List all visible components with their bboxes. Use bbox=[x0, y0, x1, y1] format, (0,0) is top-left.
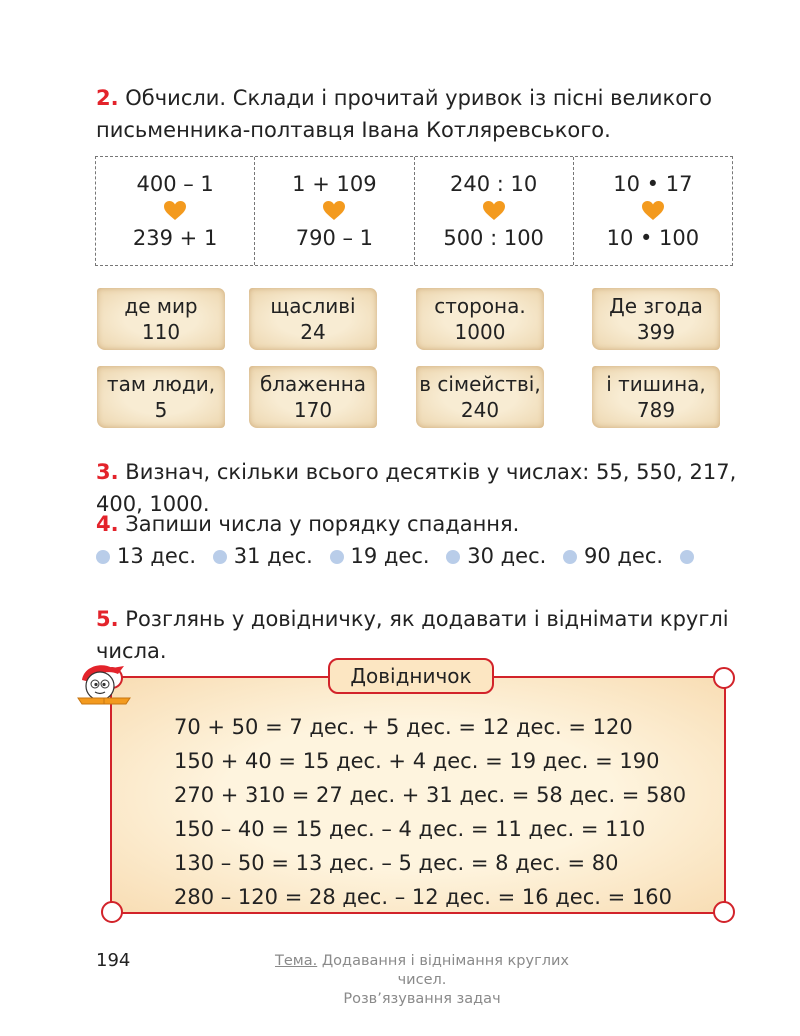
card-value: 5 bbox=[154, 398, 168, 422]
list-item: 30 дес. bbox=[467, 544, 547, 568]
heart-icon bbox=[164, 201, 186, 221]
compare-cell bbox=[96, 157, 255, 265]
task-number: 3. bbox=[96, 460, 119, 484]
task-4 bbox=[96, 508, 701, 572]
card-value: 1000 bbox=[454, 320, 506, 344]
compare-cell bbox=[415, 157, 574, 265]
card-value: 110 bbox=[141, 320, 181, 344]
mascot-icon bbox=[72, 660, 138, 706]
task-number: 2. bbox=[96, 86, 119, 110]
topic-line-2: Розв’язування задач bbox=[343, 991, 501, 1007]
reference-line: 150 – 40 = 15 дес. – 4 дес. = 11 дес. = 110 bbox=[174, 817, 646, 841]
card-word: і тишина, bbox=[606, 372, 706, 396]
blank-bubble[interactable] bbox=[213, 550, 227, 564]
task-text: Обчисли. Склади і прочитай уривок із пісні великого письменника-полтавця Івана Котляревського. bbox=[96, 86, 712, 142]
word-card bbox=[249, 288, 377, 350]
list-item: 13 дес. bbox=[117, 544, 197, 568]
reference-lines bbox=[174, 710, 686, 914]
frame-corner bbox=[101, 901, 123, 923]
blank-bubble[interactable] bbox=[563, 550, 577, 564]
reference-line: 280 – 120 = 28 дес. – 12 дес. = 16 дес. = 160 bbox=[174, 885, 672, 909]
compare-cell bbox=[574, 157, 732, 265]
compare-expression-top: 10 • 17 bbox=[613, 172, 693, 196]
compare-expression-top: 400 – 1 bbox=[136, 172, 214, 196]
card-word: де мир bbox=[124, 294, 198, 318]
heart-icon bbox=[642, 201, 664, 221]
card-word: Де згода bbox=[609, 294, 703, 318]
reference-title: Довідничок bbox=[328, 658, 494, 694]
task-text: Запиши числа у порядку спадання. bbox=[125, 512, 520, 536]
task-text: Визнач, скільки всього десятків у числах: 55, 550, 217, 400, 1000. bbox=[96, 460, 737, 516]
reference-line: 70 + 50 = 7 дес. + 5 дес. = 12 дес. = 120 bbox=[174, 715, 633, 739]
reference-line: 270 + 310 = 27 дес. + 31 дес. = 58 дес. = 580 bbox=[174, 783, 687, 807]
card-value: 399 bbox=[636, 320, 676, 344]
blank-bubble[interactable] bbox=[96, 550, 110, 564]
blank-bubble[interactable] bbox=[446, 550, 460, 564]
word-card bbox=[97, 366, 225, 428]
list-item: 90 дес. bbox=[584, 544, 664, 568]
topic-label: Тема. bbox=[275, 953, 318, 969]
compare-cell bbox=[255, 157, 414, 265]
word-cards bbox=[97, 288, 737, 428]
word-card bbox=[416, 366, 544, 428]
page-number: 194 bbox=[96, 950, 131, 971]
word-card bbox=[592, 288, 720, 350]
word-card bbox=[97, 288, 225, 350]
compare-expression-bottom: 239 + 1 bbox=[132, 226, 218, 250]
heart-icon bbox=[483, 201, 505, 221]
blank-bubble[interactable] bbox=[680, 550, 694, 564]
list-item: 31 дес. bbox=[233, 544, 313, 568]
task-2 bbox=[96, 82, 746, 146]
topic-line-1: Додавання і віднімання круглих чисел. bbox=[321, 953, 569, 988]
heart-icon bbox=[323, 201, 345, 221]
card-value: 789 bbox=[636, 398, 676, 422]
compare-expression-top: 1 + 109 bbox=[292, 172, 377, 196]
task-number: 5. bbox=[96, 607, 119, 631]
list-item: 19 дес. bbox=[350, 544, 430, 568]
reference-line: 130 – 50 = 13 дес. – 5 дес. = 8 дес. = 80 bbox=[174, 851, 619, 875]
word-card bbox=[249, 366, 377, 428]
card-value: 240 bbox=[460, 398, 500, 422]
card-word: сторона. bbox=[434, 294, 526, 318]
card-word: там люди, bbox=[106, 372, 216, 396]
card-value: 24 bbox=[300, 320, 326, 344]
frame-corner bbox=[713, 667, 735, 689]
compare-table bbox=[95, 156, 733, 266]
frame-corner bbox=[713, 901, 735, 923]
reference-line: 150 + 40 = 15 дес. + 4 дес. = 19 дес. = 190 bbox=[174, 749, 660, 773]
task-text: Розглянь у довідничку, як додавати і віднімати круглі числа. bbox=[96, 607, 729, 663]
card-value: 170 bbox=[293, 398, 333, 422]
compare-expression-bottom: 790 – 1 bbox=[295, 226, 374, 250]
card-word: в сімействі, bbox=[419, 372, 541, 396]
compare-expression-top: 240 : 10 bbox=[450, 172, 538, 196]
compare-expression-bottom: 500 : 100 bbox=[443, 226, 544, 250]
compare-expression-bottom: 10 • 100 bbox=[606, 226, 700, 250]
page-footer bbox=[252, 952, 592, 1009]
word-card bbox=[416, 288, 544, 350]
bubble-list bbox=[96, 544, 701, 568]
task-number: 4. bbox=[96, 512, 119, 536]
word-card bbox=[592, 366, 720, 428]
card-word: блаженна bbox=[259, 372, 367, 396]
blank-bubble[interactable] bbox=[330, 550, 344, 564]
card-word: щасливі bbox=[270, 294, 356, 318]
